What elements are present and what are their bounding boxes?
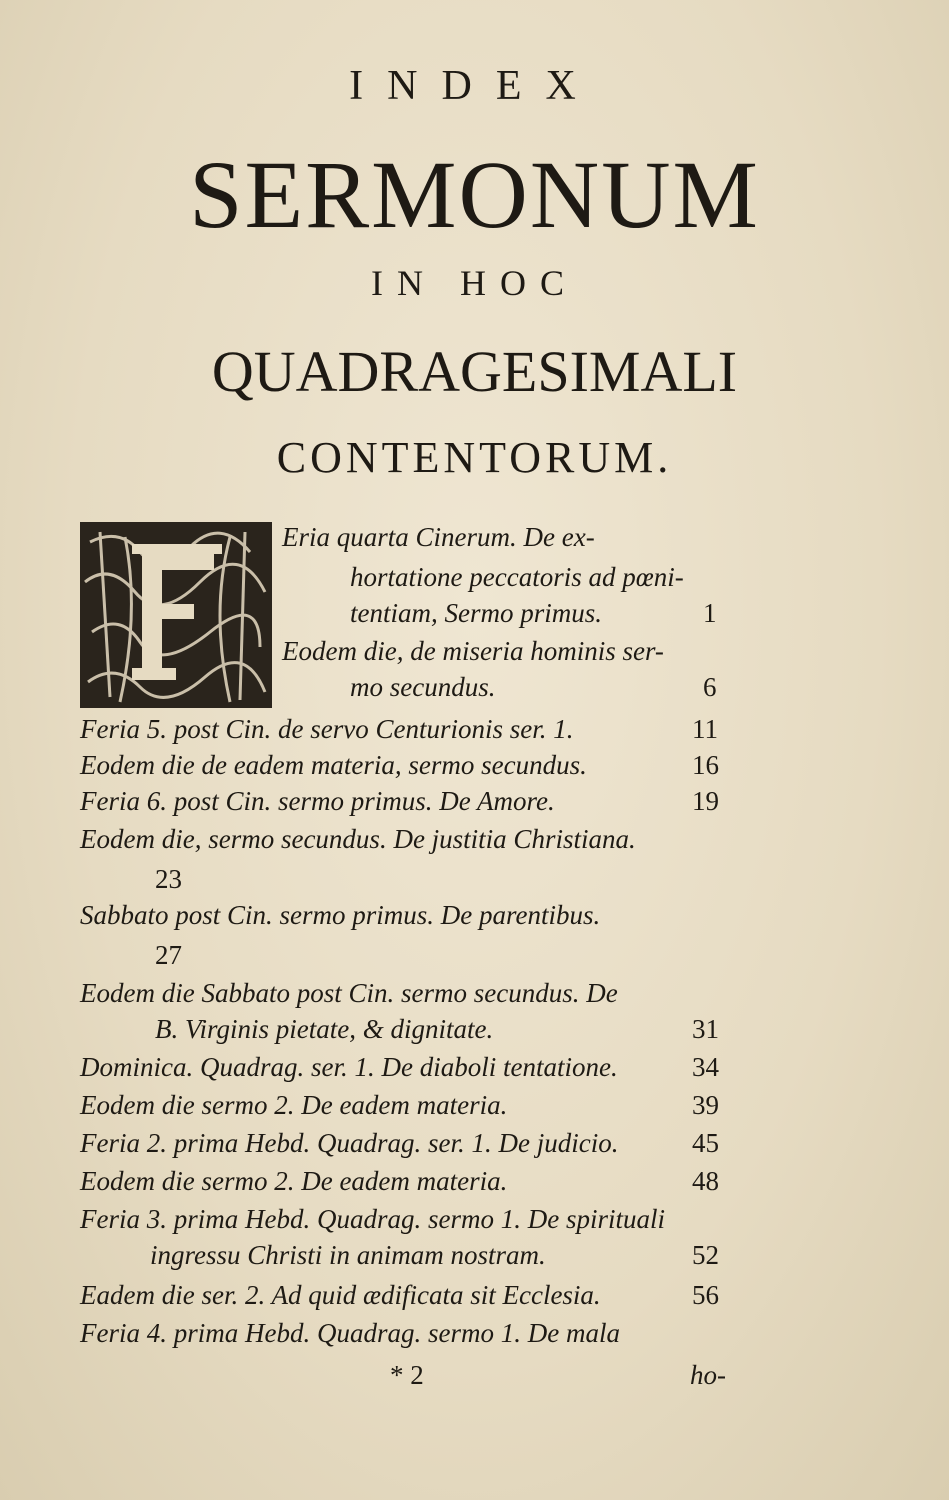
index-entry: Feria 3. prima Hebd. Quadrag. sermo 1. De spirituali [80,1204,665,1234]
decorated-initial-icon [80,522,272,708]
index-entry: hortatione peccatoris ad pœni- [350,562,684,592]
index-entry: Eodem die, sermo secundus. De justitia Christiana. [80,824,636,854]
page-number: 31 [692,1014,719,1044]
page-number: 52 [692,1240,719,1270]
index-entry: Eodem die sermo 2. De eadem materia. [80,1166,508,1196]
page-number: 39 [692,1090,719,1120]
title-quadragesimali: QUADRAGESIMALI [211,339,738,404]
page-number: 19 [692,786,719,816]
page-number: 1 [703,598,717,628]
page-number: 34 [692,1052,719,1082]
page-number: 27 [155,940,182,970]
index-entry: ingressu Christi in animam nostram. [150,1240,546,1270]
page-number: 11 [692,714,718,744]
signature-mark: * 2 [390,1360,424,1390]
index-entry: Eodem die Sabbato post Cin. sermo secundus. De [80,978,618,1008]
index-entry: Eodem die de eadem materia, sermo secundus. [80,750,587,780]
index-entry: Feria 6. post Cin. sermo primus. De Amore. [80,786,555,816]
index-entry: Eodem die sermo 2. De eadem materia. [80,1090,508,1120]
index-entry: Eadem die ser. 2. Ad quid ædificata sit Ecclesia. [80,1280,601,1310]
index-entry: Dominica. Quadrag. ser. 1. De diaboli tentatione. [80,1052,618,1082]
index-entry: tentiam, Sermo primus. [350,598,602,628]
page-number: 16 [692,750,719,780]
page-number: 56 [692,1280,719,1310]
page-number: 23 [155,864,182,894]
index-entry: B. Virginis pietate, & dignitate. [155,1014,494,1044]
page-number: 45 [692,1128,719,1158]
index-entry: Feria 4. prima Hebd. Quadrag. sermo 1. De mala [80,1318,620,1348]
index-entry: Feria 2. prima Hebd. Quadrag. ser. 1. De judicio. [80,1128,619,1158]
title-contentorum: CONTENTORUM. [276,433,673,482]
page-number: 6 [703,672,717,702]
index-entry: Eria quarta Cinerum. De ex- [282,522,595,552]
index-entry: Sabbato post Cin. sermo primus. De parentibus. [80,900,601,930]
catchword: ho- [690,1360,726,1390]
title-in-hoc: IN HOC [371,263,578,303]
index-entry: Feria 5. post Cin. de servo Centurionis ser. 1. [80,714,574,744]
title-index: INDEX [349,63,600,109]
page-number: 48 [692,1166,719,1196]
title-sermonum: SERMONUM [189,141,760,248]
index-entry: Eodem die, de miseria hominis ser- [282,636,664,666]
index-entry: mo secundus. [350,672,496,702]
